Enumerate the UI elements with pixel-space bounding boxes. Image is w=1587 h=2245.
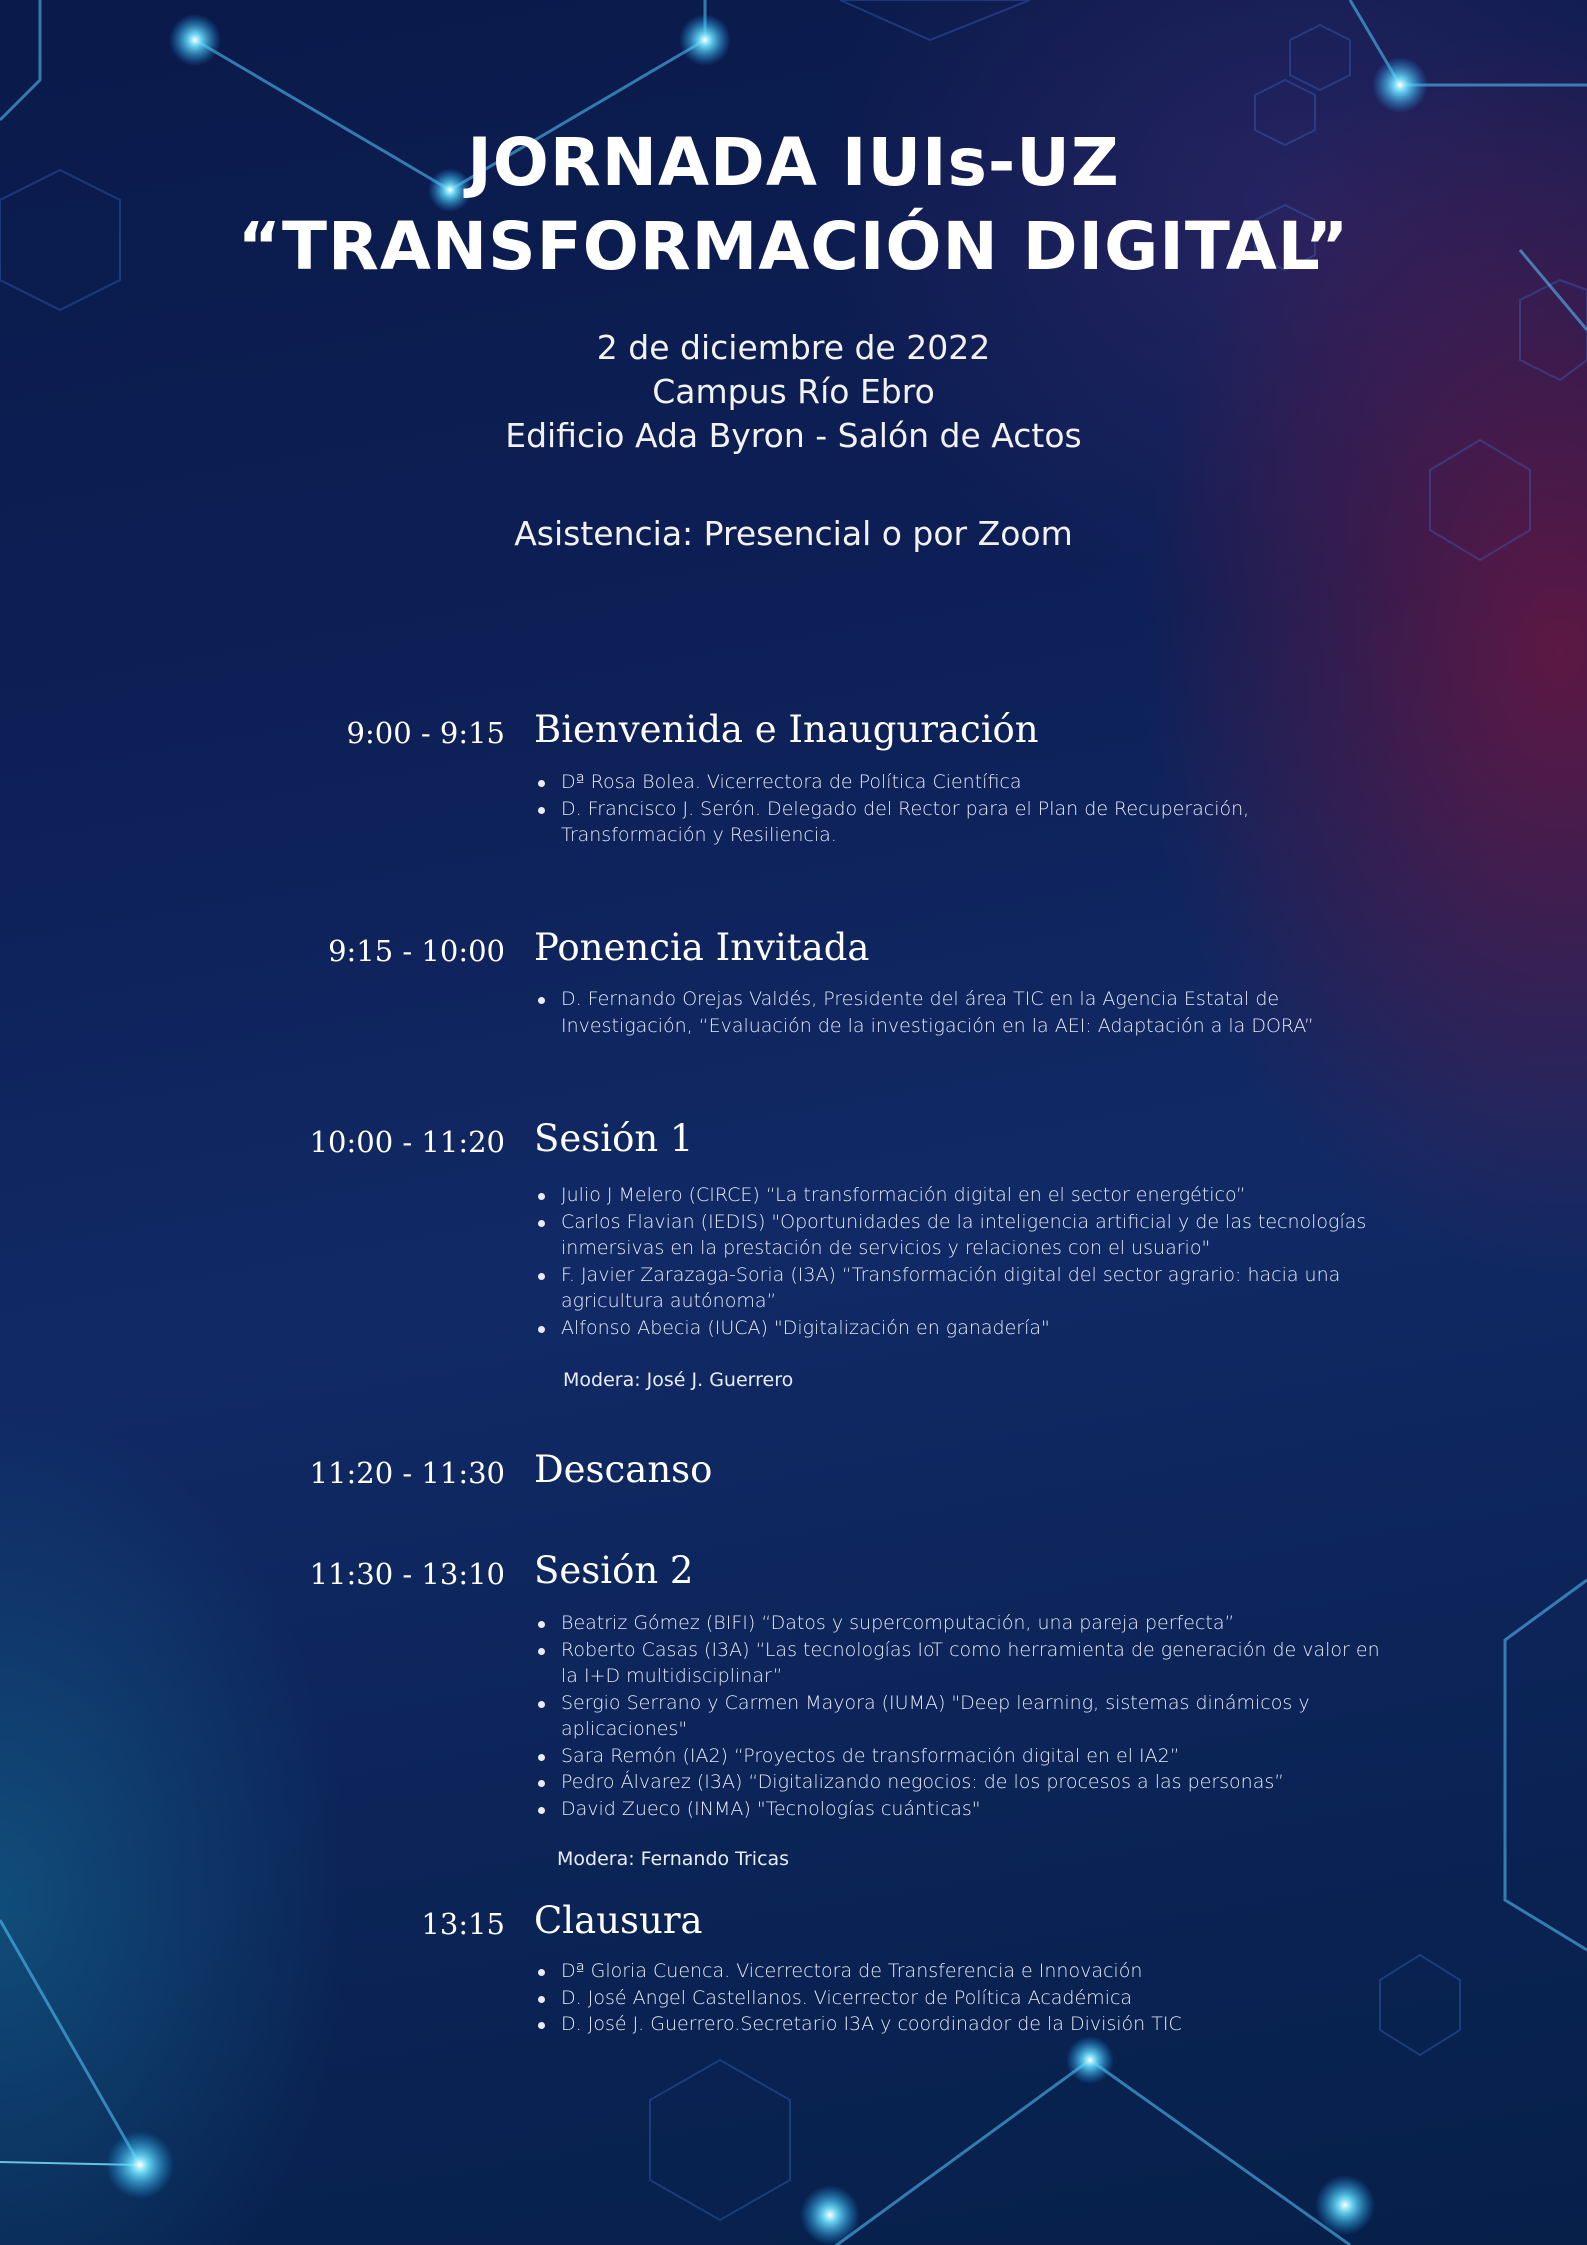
session-title: Bienvenida e Inauguración bbox=[534, 708, 1039, 751]
session-title: Ponencia Invitada bbox=[534, 926, 870, 969]
list-item: Dª Rosa Bolea. Vicerrectora de Política Científica bbox=[534, 769, 1394, 796]
list-item: Roberto Casas (I3A) “Las tecnologías IoT como herramienta de generación de valor en la I+D multidisciplinar” bbox=[534, 1637, 1394, 1690]
list-item: F. Javier Zarazaga-Soria (I3A) “Transformación digital del sector agrario: hacia una agricultura autónoma” bbox=[534, 1262, 1394, 1315]
session-title: Descanso bbox=[534, 1448, 713, 1491]
session-time: 10:00 - 11:20 bbox=[309, 1125, 505, 1159]
session-time: 11:20 - 11:30 bbox=[309, 1456, 505, 1490]
session-items bbox=[534, 1182, 1394, 1341]
event-subtitle: “TRANSFORMACIÓN DIGITAL” bbox=[237, 208, 1350, 285]
session-items bbox=[534, 986, 1394, 1039]
session-items bbox=[534, 1958, 1394, 2038]
moderator-label: Modera: José J. Guerrero bbox=[563, 1369, 794, 1391]
list-item: D. José J. Guerrero.Secretario I3A y coordinador de la División TIC bbox=[534, 2011, 1394, 2038]
session-title: Sesión 1 bbox=[534, 1117, 694, 1160]
list-item: Pedro Álvarez (I3A) “Digitalizando negocios: de los procesos a las personas” bbox=[534, 1769, 1394, 1796]
list-item: D. Fernando Orejas Valdés, Presidente del área TIC en la Agencia Estatal de Investigación, “Evaluación de la investigación en la AEI: Adaptación a la DORA” bbox=[534, 986, 1394, 1039]
list-item: Carlos Flavian (IEDIS) "Oportunidades de la inteligencia artificial y de las tecnologías inmersivas en la prestación de servicios y relaciones con el usuario" bbox=[534, 1209, 1394, 1262]
event-title: JORNADA IUIs-UZ bbox=[467, 124, 1120, 201]
event-campus: Campus Río Ebro bbox=[652, 372, 935, 411]
event-attendance: Asistencia: Presencial o por Zoom bbox=[514, 514, 1073, 553]
session-time: 13:15 bbox=[421, 1907, 505, 1941]
session-title: Sesión 2 bbox=[534, 1549, 694, 1592]
session-time: 11:30 - 13:10 bbox=[309, 1557, 505, 1591]
session-items bbox=[534, 1610, 1394, 1822]
event-date: 2 de diciembre de 2022 bbox=[596, 328, 991, 367]
session-time: 9:00 - 9:15 bbox=[346, 716, 505, 750]
session-items bbox=[534, 769, 1394, 849]
session-time: 9:15 - 10:00 bbox=[328, 934, 505, 968]
session-title: Clausura bbox=[534, 1899, 703, 1942]
list-item: D. José Angel Castellanos. Vicerrector de Política Académica bbox=[534, 1985, 1394, 2012]
list-item: David Zueco (INMA) "Tecnologías cuánticas" bbox=[534, 1796, 1394, 1823]
list-item: Sergio Serrano y Carmen Mayora (IUMA) "Deep learning, sistemas dinámicos y aplicaciones" bbox=[534, 1690, 1394, 1743]
list-item: Julio J Melero (CIRCE) “La transformación digital en el sector energético” bbox=[534, 1182, 1394, 1209]
list-item: Beatriz Gómez (BIFI) “Datos y supercomputación, una pareja perfecta” bbox=[534, 1610, 1394, 1637]
list-item: Sara Remón (IA2) “Proyectos de transformación digital en el IA2” bbox=[534, 1743, 1394, 1770]
list-item: Alfonso Abecia (IUCA) "Digitalización en ganadería" bbox=[534, 1315, 1394, 1342]
moderator-label: Modera: Fernando Tricas bbox=[557, 1848, 790, 1870]
list-item: Dª Gloria Cuenca. Vicerrectora de Transferencia e Innovación bbox=[534, 1958, 1394, 1985]
list-item: D. Francisco J. Serón. Delegado del Rector para el Plan de Recuperación, Transformación y Resiliencia. bbox=[534, 796, 1394, 849]
event-venue: Edificio Ada Byron - Salón de Actos bbox=[505, 416, 1082, 455]
